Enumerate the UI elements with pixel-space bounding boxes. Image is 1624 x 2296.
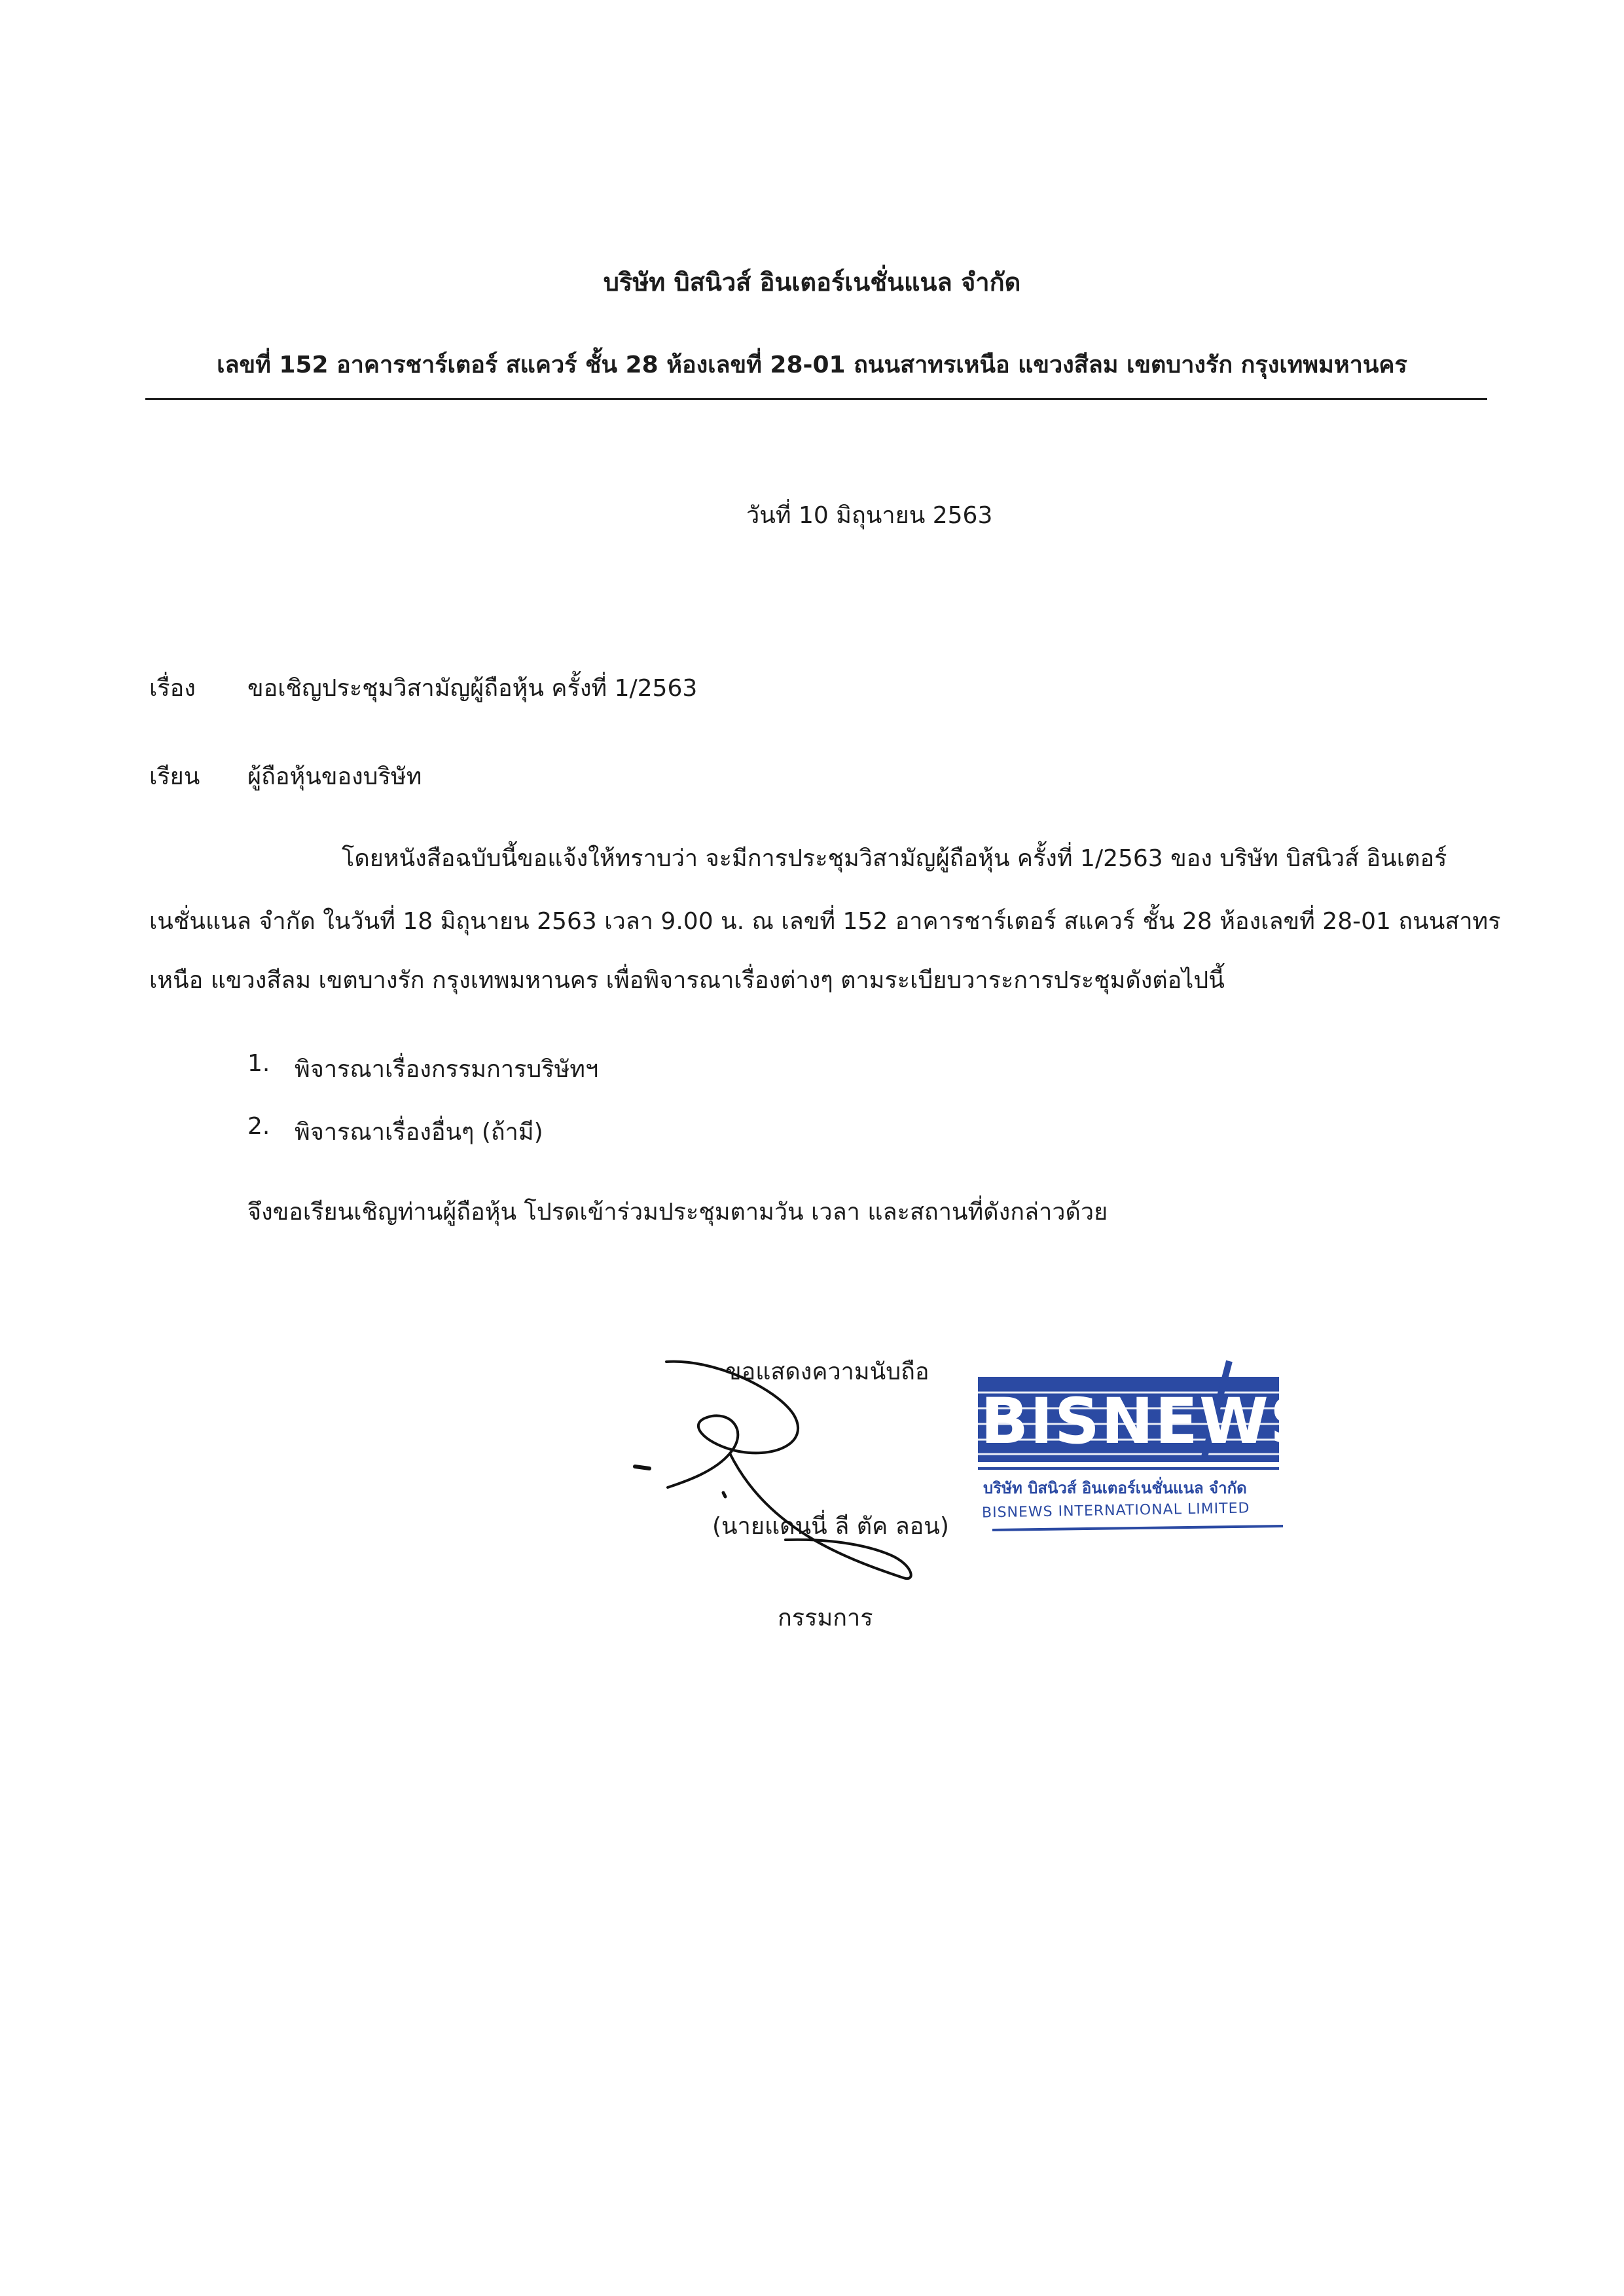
- seal-english-name: BISNEWS INTERNATIONAL LIMITED: [981, 1500, 1250, 1522]
- company-seal: [974, 1358, 1316, 1535]
- subject-label: เรื่อง: [149, 675, 196, 702]
- letter-date: วันที่ 10 มิถุนายน 2563: [746, 502, 993, 529]
- agenda-number-1: 1.: [247, 1050, 270, 1077]
- closing-sentence: จึงขอเรียนเชิญท่านผู้ถือหุ้น โปรดเข้าร่วมประชุมตามวัน เวลา และสถานที่ดังกล่าวด้วย: [247, 1199, 1108, 1226]
- recipient-text: ผู้ถือหุ้นของบริษัท: [247, 763, 422, 790]
- recipient-label: เรียน: [149, 763, 200, 790]
- subject-text: ขอเชิญประชุมวิสามัญผู้ถือหุ้น ครั้งที่ 1/2563: [247, 675, 698, 702]
- seal-thai-name: บริษัท บิสนิวส์ อินเตอร์เนชั่นแนล จำกัด: [983, 1479, 1247, 1497]
- regards-text: ขอแสดงความนับถือ: [725, 1358, 929, 1385]
- agenda-item-2: พิจารณาเรื่องอื่นๆ (ถ้ามี): [295, 1119, 543, 1146]
- handwritten-signature: [615, 1342, 956, 1591]
- signer-name: (นายแดนนี่ ลี ตัค ลอน): [712, 1513, 949, 1540]
- agenda-number-2: 2.: [247, 1113, 270, 1140]
- signer-position: กรรมการ: [778, 1605, 873, 1631]
- body-line-2: เนชั่นแนล จำกัด ในวันที่ 18 มิถุนายน 2563 เวลา 9.00 น. ณ เลขที่ 152 อาคารชาร์เตอร์ สแควร์ ชั้น 28 ห้องเลขที่ 28-01 ถนนสาทร: [149, 908, 1501, 935]
- company-address: เลขที่ 152 อาคารชาร์เตอร์ สแควร์ ชั้น 28 ห้องเลขที่ 28-01 ถนนสาทรเหนือ แขวงสีลม เขตบางรัก กรุงเทพมหานคร: [217, 352, 1407, 378]
- body-line-1: โดยหนังสือฉบับนี้ขอแจ้งให้ทราบว่า จะมีการประชุมวิสามัญผู้ถือหุ้น ครั้งที่ 1/2563 ของ บริษัท บิสนิวส์ อินเตอร์: [342, 845, 1447, 872]
- seal-logo-text: BISNEWS: [981, 1385, 1316, 1458]
- company-name: บริษัท บิสนิวส์ อินเตอร์เนชั่นแนล จำกัด: [603, 268, 1021, 297]
- header-divider: [145, 398, 1487, 400]
- body-line-3: เหนือ แขวงสีลม เขตบางรัก กรุงเทพมหานคร เพื่อพิจารณาเรื่องต่างๆ ตามระเบียบวาระการประชุมดังต่อไปนี้: [149, 967, 1225, 994]
- agenda-item-1: พิจารณาเรื่องกรรมการบริษัทฯ: [295, 1056, 599, 1083]
